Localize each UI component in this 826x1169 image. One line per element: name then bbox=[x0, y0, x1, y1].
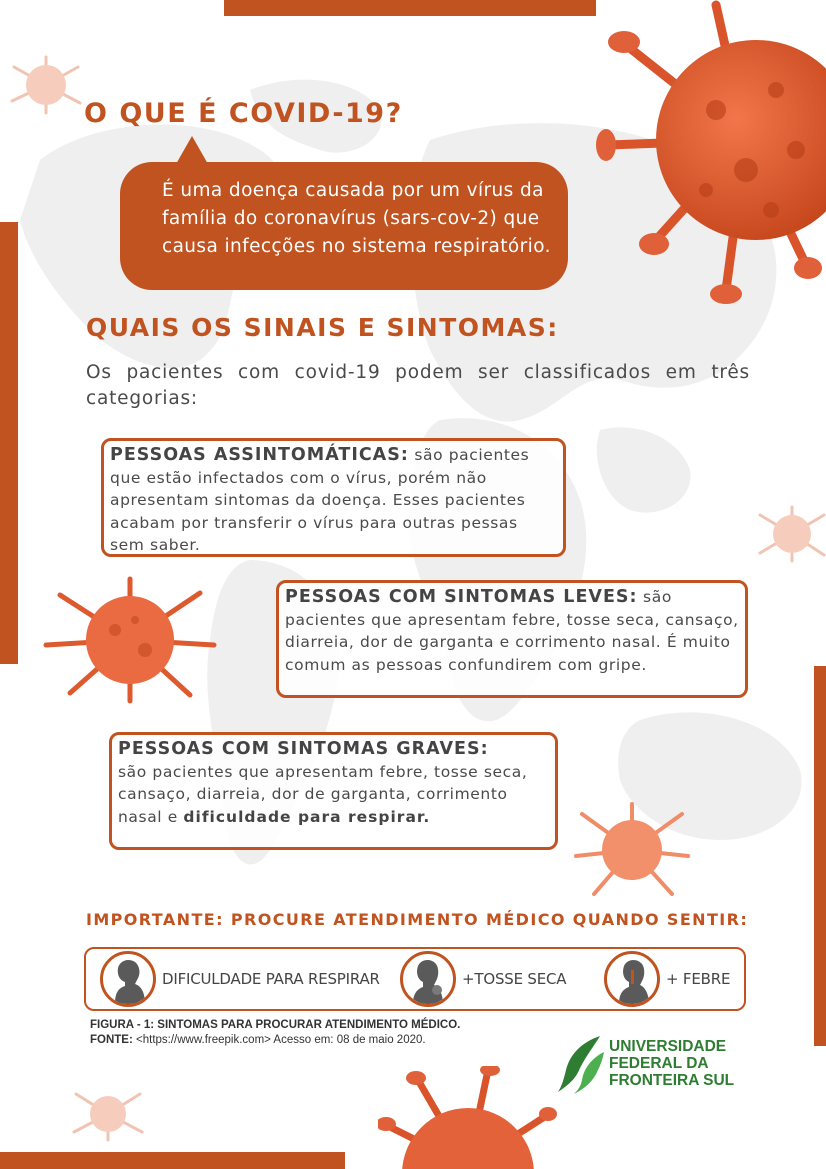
category-text: são pacientes que estão infectados com o vírus, porém não apresentam sintomas da doença. Esses pacientes acabam por transferir o vírus para outras pessas sem saber. bbox=[110, 446, 530, 554]
category-emphasis: dificuldade para respirar. bbox=[183, 807, 431, 826]
warning-symptom-cough bbox=[400, 949, 566, 1009]
category-asymptomatic bbox=[101, 438, 566, 557]
virus-illustration-small-top bbox=[8, 55, 84, 115]
leaf-logo-icon bbox=[556, 1034, 608, 1094]
left-bar bbox=[0, 222, 18, 664]
university-name-line2: FEDERAL DA bbox=[609, 1055, 709, 1072]
source-text: <https://www.freepik.com> Acesso em: 08 de maio 2020. bbox=[132, 1034, 426, 1046]
category-text: são pacientes que apresentam febre, tosse seca, cansaço, diarreia, dor de garganta, corrimento nasal e bbox=[118, 762, 528, 826]
university-name-line3: FRONTEIRA SUL bbox=[609, 1072, 735, 1089]
virus-illustration-medium-right bbox=[572, 800, 692, 900]
university-name bbox=[609, 1038, 734, 1089]
category-heading: PESSOAS ASSINTOMÁTICAS: bbox=[110, 445, 409, 465]
virus-illustration-medium-left bbox=[40, 575, 220, 705]
warning-symptom-fever bbox=[604, 949, 730, 1009]
category-text: são pacientes que apresentam febre, tosse seca, cansaço, diarreia, dor de garganta e corrimento nasal. É muito comum as pessoas confundirem com gripe. bbox=[285, 588, 739, 674]
page-title: O QUE É COVID-19? bbox=[84, 98, 403, 129]
warning-symptom-label: +TOSSE SECA bbox=[462, 970, 567, 988]
warning-symptom-label: + FEBRE bbox=[666, 970, 731, 988]
bottom-bar bbox=[0, 1152, 345, 1169]
warning-symptoms-panel bbox=[84, 947, 746, 1011]
speech-bubble-tail bbox=[176, 136, 208, 164]
warning-symptom-label: DIFICULDADE PARA RESPIRAR bbox=[162, 970, 380, 988]
symptoms-heading: QUAIS OS SINAIS E SINTOMAS: bbox=[86, 313, 559, 342]
category-mild bbox=[276, 580, 748, 698]
category-severe bbox=[109, 732, 558, 850]
top-bar bbox=[224, 0, 596, 16]
virus-illustration-large bbox=[596, 0, 826, 310]
intro-text: Os pacientes com covid-19 podem ser classificados em três categorias: bbox=[86, 362, 750, 409]
important-notice: IMPORTANTE: PROCURE ATENDIMENTO MÉDICO QUANDO SENTIR: bbox=[86, 910, 749, 929]
source-label: FONTE: bbox=[90, 1034, 133, 1046]
university-name-line1: UNIVERSIDADE bbox=[609, 1038, 727, 1055]
definition-text: É uma doença causada por um vírus da família do coronavírus (sars-cov-2) que causa infecções no sistema respiratório. bbox=[162, 180, 551, 257]
breathing-difficulty-icon bbox=[100, 951, 156, 1007]
fever-icon bbox=[604, 951, 660, 1007]
category-heading: PESSOAS COM SINTOMAS LEVES: bbox=[285, 587, 638, 607]
category-heading: PESSOAS COM SINTOMAS GRAVES: bbox=[118, 739, 489, 759]
figure-title: FIGURA - 1: SINTOMAS PARA PROCURAR ATENDIMENTO MÉDICO. bbox=[90, 1019, 461, 1031]
figure-caption bbox=[90, 1018, 460, 1048]
virus-illustration-small-right bbox=[756, 505, 826, 563]
warning-symptom-breathing bbox=[100, 949, 380, 1009]
right-bar bbox=[814, 666, 826, 1046]
cough-icon bbox=[400, 951, 456, 1007]
university-logo bbox=[556, 1034, 756, 1094]
virus-illustration-bottom bbox=[378, 1066, 558, 1169]
virus-illustration-small-bottom bbox=[70, 1086, 146, 1142]
